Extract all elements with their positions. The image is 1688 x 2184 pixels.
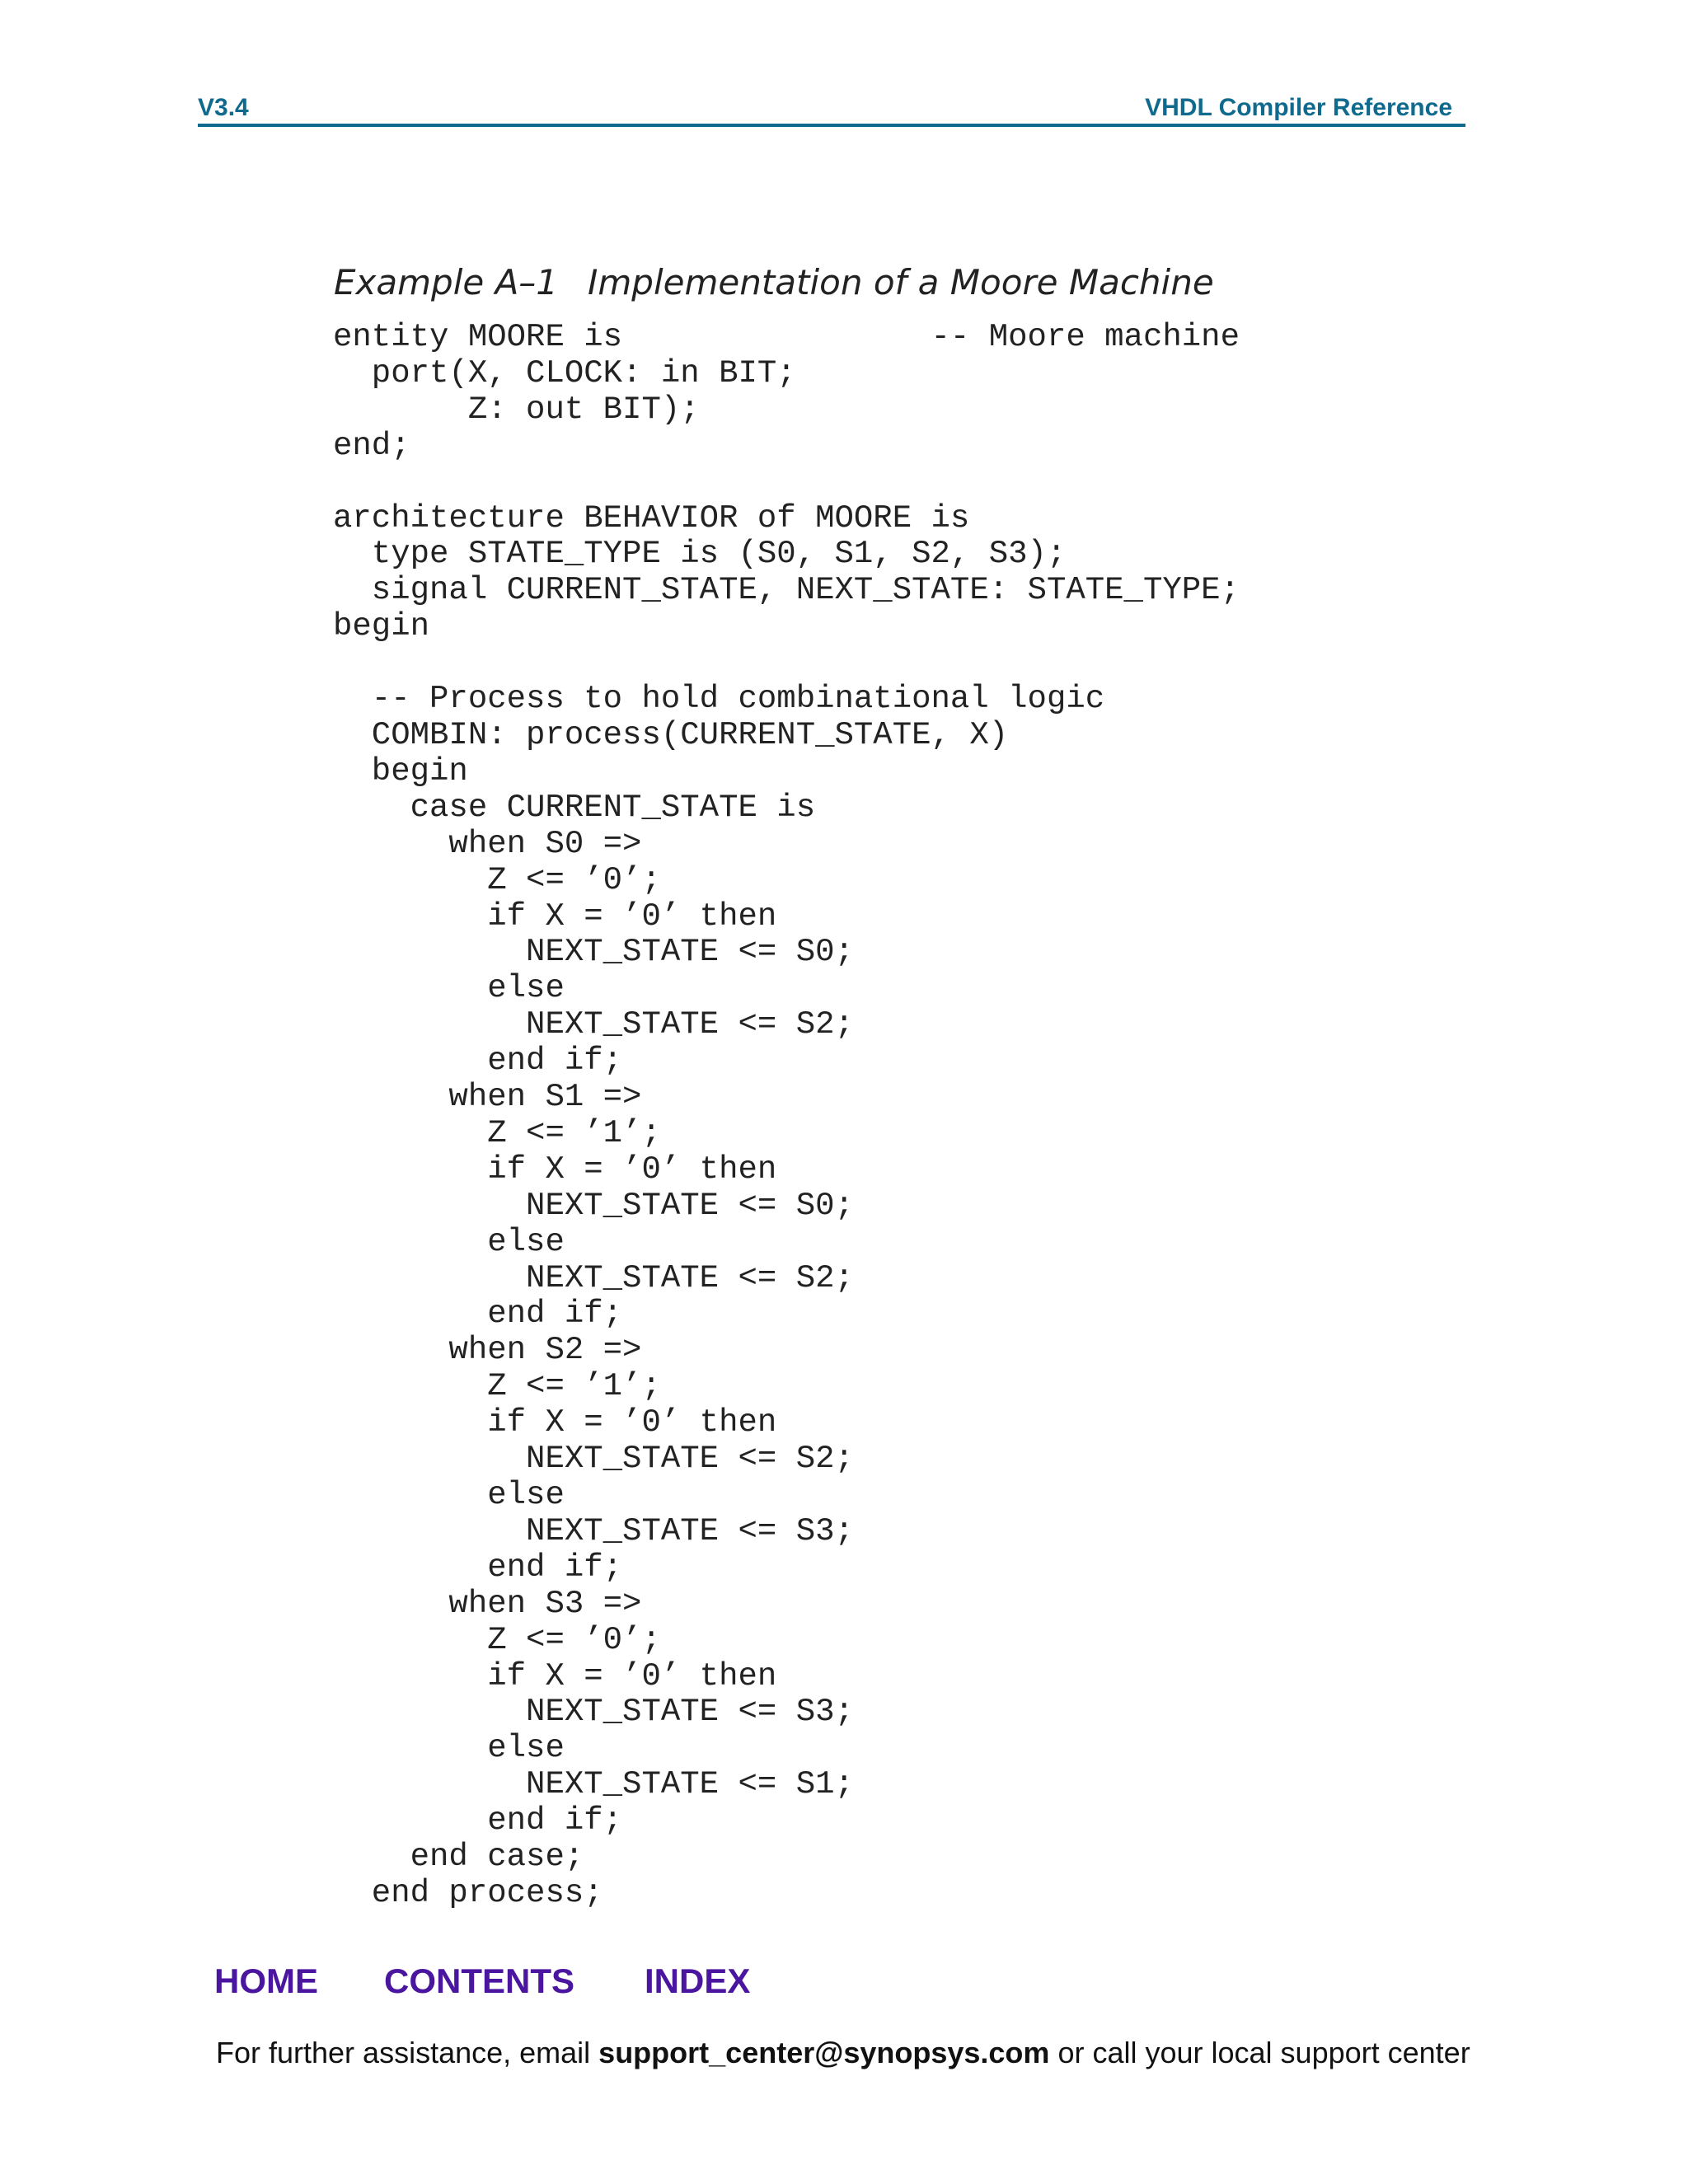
home-link[interactable]: HOME — [214, 1961, 318, 2000]
example-number: Example A–1 — [334, 262, 559, 302]
header-rule — [198, 124, 1465, 127]
header-version: V3.4 — [198, 94, 249, 121]
example-title: Implementation of a Moore Machine — [588, 262, 1214, 302]
code-listing: entity MOORE is -- Moore machine port(X, CLOCK: in BIT; Z: out BIT); end; architecture BEHAVIOR of MOORE is type STATE_TYPE is (S0, S1, S2, S3); signal CURRENT_STATE, NEXT_STATE: STATE_TYPE; begin -- Process to hold combinational logic COMBIN: process(CURRENT_STATE, X) begin case CURRENT_STATE is when S0 => Z <= ’0’; if X = ’0’ then NEXT_STATE <= S0; else NEXT_STATE <= S2; end if; when S1 => Z <= ’1’; if X = ’0’ then NEXT_STATE <= S0; else NEXT_STATE <= S2; end if; when S2 => Z <= ’1’; if X = ’0’ then NEXT_STATE <= S2; else NEXT_STATE <= S3; end if; when S3 => Z <= ’0’; if X = ’0’ then NEXT_STATE <= S3; else NEXT_STATE <= S1; end if; end case; end process; — [333, 319, 1240, 1911]
index-link[interactable]: INDEX — [645, 1961, 751, 2000]
footer-support-note — [216, 2036, 1470, 2070]
contents-link[interactable]: CONTENTS — [384, 1961, 574, 2000]
footer-prefix: For further assistance, email — [216, 2036, 599, 2069]
support-email: support_center@synopsys.com — [598, 2036, 1050, 2069]
example-caption — [334, 262, 1214, 302]
footer-suffix: or call your local support center — [1049, 2036, 1470, 2069]
header-title: VHDL Compiler Reference — [1145, 94, 1452, 121]
